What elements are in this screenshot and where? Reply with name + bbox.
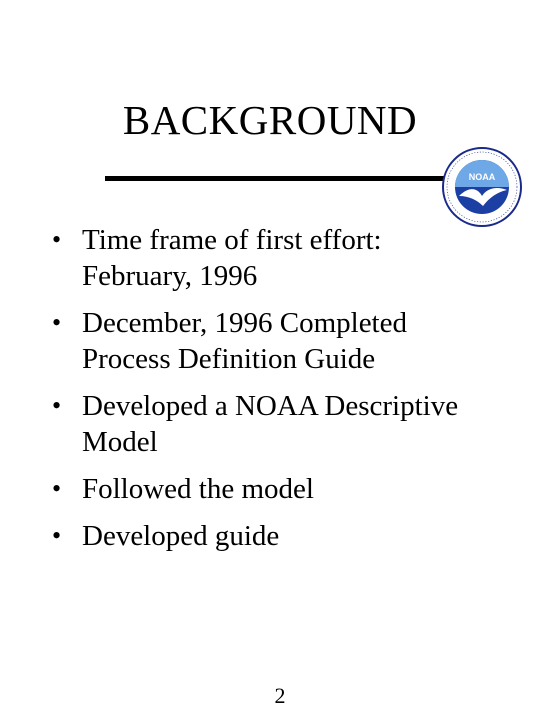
- list-item: [52, 471, 522, 507]
- list-item: [52, 305, 522, 377]
- logo-center-text: NOAA: [468, 172, 496, 182]
- bullet-text-line: Time frame of first effort:: [82, 224, 382, 256]
- bullet-text-line: Process Definition Guide: [82, 343, 376, 375]
- bullet-list: [52, 222, 522, 565]
- bullet-icon: •: [52, 225, 62, 254]
- list-item: [52, 222, 522, 294]
- noaa-logo-icon: [441, 146, 523, 228]
- bullet-icon: •: [52, 521, 62, 550]
- bullet-icon: •: [52, 308, 62, 337]
- list-item: [52, 388, 522, 460]
- bullet-text-line: Developed a NOAA Descriptive: [82, 390, 459, 422]
- bullet-text-line: Model: [82, 426, 158, 458]
- bullet-icon: •: [52, 474, 62, 503]
- title-divider: [105, 176, 450, 181]
- bullet-text-line: February, 1996: [82, 260, 258, 292]
- bullet-icon: •: [52, 391, 62, 420]
- bullet-text-line: Developed guide: [82, 520, 280, 552]
- bullet-text-line: December, 1996 Completed: [82, 307, 407, 339]
- bullet-text-line: Followed the model: [82, 473, 314, 505]
- list-item: [52, 518, 522, 554]
- slide-title: BACKGROUND: [122, 97, 418, 143]
- page-number: 2: [274, 683, 286, 708]
